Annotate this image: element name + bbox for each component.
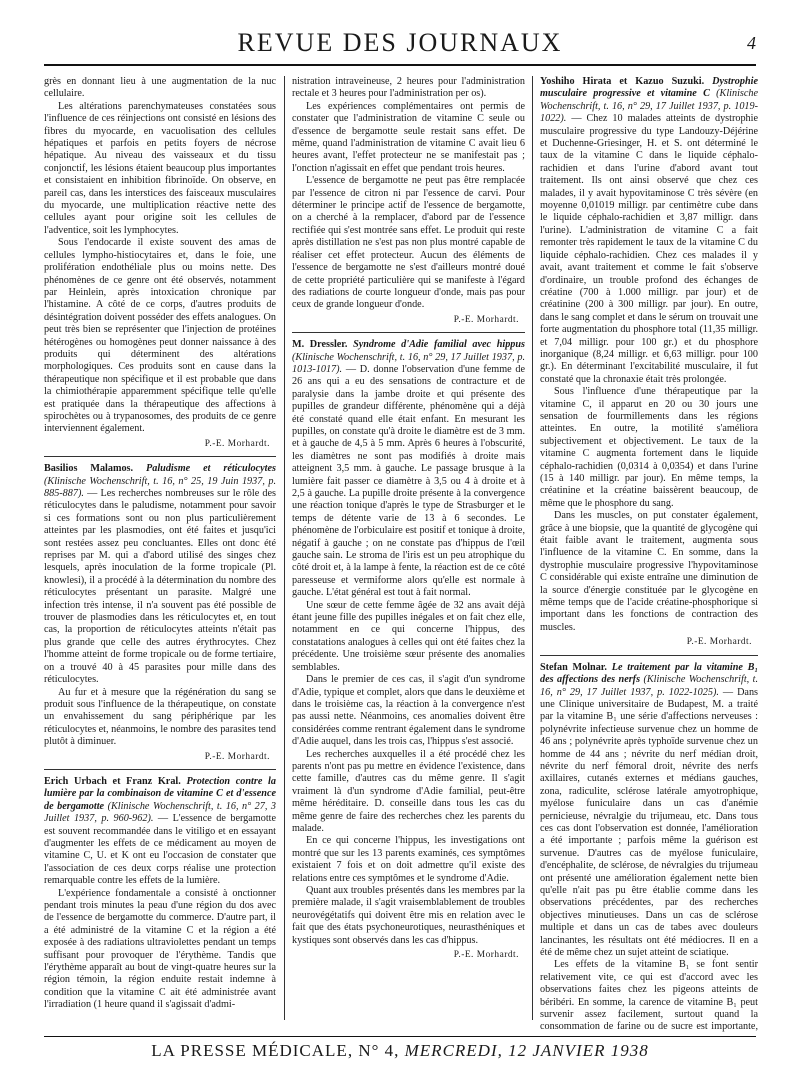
paragraph: En ce qui concerne l'hippus, les investigations ont montré que sur les 13 parents examinés, ces symptômes existaient 7 fois et on doit admettre qu'il existe des relations entre ces symptômes et le syndrome d'Adie. [292, 835, 525, 884]
footer-rule [44, 1036, 756, 1037]
column-middle [292, 76, 525, 1034]
article-title: Paludisme et réticulocytes [146, 463, 276, 475]
paragraph: Sous l'influence d'une thérapeutique par la vitamine C, il apparut en 20 ou 30 jours une sensation de fourmillements dans les régions atteintes. En outre, la motilité s'améliora subjectivement et objectivement. Le taux de la vitamine C augmenta fortement dans le liquide céphalo-rachidien (0,0314 à 0,0354) et dans l'urine (15 à 140 milligr. par jour). En même temps, la créatinine et la créatine baissèrent beaucoup, de même que le phosphore du sang. [540, 386, 758, 509]
article-separator [292, 332, 525, 333]
paragraph: Les altérations parenchymateuses constatées sous l'influence de ces réinjections ont consisté en lésions des fibres du myocarde, en vacuolisation des cellules hépatiques et parfois en petits foyers de nécrose hépatique. Au niveau des vaisseaux et du tissu conjonctif, les lésions étaient beaucoup plus importantes et consistaient en inhibition fibrinoïde. On observe, en pareil cas, dans les interstices des faisceaux musculaires du myocarde, une multiplication réactive nette des cellules ayant pour origine soit les cellules de l'adventice, soit les lymphocytes. [44, 100, 276, 236]
article-authors: M. Dressler. [292, 339, 348, 351]
paragraph: grès en donnant lieu à une augmentation de la nuc cellulaire. [44, 76, 276, 100]
page-footer [0, 1041, 800, 1061]
article-separator [44, 456, 276, 457]
signature: P.-E. Morhardt. [686, 637, 752, 648]
paragraph: Quant aux troubles présentés dans les membres par la première malade, il s'agit vraisemblablement de troubles neurovégétatifs qui doivent être mis en relation avec le fait que des états psychoneurotiques, neurasthéniques et kystiques sont observés dans les cas d'hippus. [292, 885, 525, 946]
article-reference: (Klinische Wochenschrift, t. 16, n° 29, 17 Juillet 1937, p. 1022-1025). [540, 674, 758, 698]
article-heading [44, 463, 276, 686]
paragraph: nistration intraveineuse, 2 heures pour l'administration rectale et 3 heures pour l'administration per os). [292, 76, 525, 100]
paragraph: Les expériences complémentaires ont permis de constater que l'administration de vitamine C seule ou d'essence de bergamotte seule restait sans effet. De même, quand l'administration de vitamine C avait lieu 6 heures avant, l'effet protecteur ne se manifestait pas ; l'onction n'agissait en effet que pendant trois heures. [292, 100, 525, 174]
article-heading [540, 662, 758, 960]
article-authors: Stefan Molnar. [540, 661, 607, 673]
paragraph: L'essence de bergamotte ne peut pas être remplacée par l'essence de citron ni par l'essence de carvi. Pour déterminer le principe actif de l'essence de bergamotte, on a cherché à la remplacer, d'abord par de l'essence rectifiée qui s'est montrée sans effet. Le produit qui reste après distillation ne s'est pas non plus montré capable de réaliser cet effet protecteur. Aucun des éléments de l'essence de bergamotte ne s'est d'ailleurs montré doué de cette propriété particulière qui se manifeste à l'égard des radiations de courte longueur d'onde, mais pas pour ceux de grande longueur d'onde. [292, 175, 525, 311]
column-divider [284, 76, 285, 1020]
signature: P.-E. Morhardt. [453, 950, 519, 961]
footer-journal: LA PRESSE MÉDICALE, N° 4, [151, 1041, 400, 1060]
article-reference: (Klinische Wochenschrift, t. 16, n° 25, 19 Juin 1937, p. 885-887). [44, 475, 276, 499]
column-left [44, 76, 276, 1034]
article-title: Le traitement par la vitamine B₁ des affections des nerfs [540, 661, 758, 686]
paragraph: Sous l'endocarde il existe souvent des amas de cellules lympho-histiocytaires et, dans le foie, une prolifération endothéliale plus ou moins nette. Des phénomènes de ce genre ont été observés, notamment par Heinlein, après intoxication chronique par l'histamine. A côté de ce corps, d'autres produits de désintégration doivent posséder des effets analogues. On peut très bien se représenter que l'injection de protéines hétérogènes ou homogènes peut donner naissance à des produits qui déterminent des altérations morphologiques. Ces produits sont en cause dans la thérapeutique non spécifique et il est probable que dans la chimiothérapie apparemment spécifique telle qu'elle est pratiquée dans la thérapeutique des affections à spirochètes ou à trypanosomes, des produits de ce genre interviennent également. [44, 237, 276, 435]
article-heading [44, 776, 276, 888]
article-separator [44, 769, 276, 770]
footer-date: MERCREDI, 12 JANVIER 1938 [404, 1041, 649, 1060]
paragraph: L'expérience fondamentale a consisté à onctionner pendant trois minutes la peau d'une région du dos avec de l'essence de bergamotte du commerce. D'autre part, il a été administré de la vitamine C et la région a été exposée à des radiations ultraviolettes pendant un temps suffisant pour provoquer de l'érythème. Tandis que l'érythème apparaît au bout de vingt-quatre heures sur la région témoin, la région enduite restait indemne à condition que la vitamine C ait été administrée avant l'irradiation (1 heure quand il s'agissait d'admi- [44, 887, 276, 1011]
page-title: REVUE DES JOURNAUX [237, 28, 563, 57]
article-heading [292, 339, 525, 600]
page-number: 4 [747, 33, 756, 53]
article-separator [540, 655, 758, 656]
article-title: Dystrophie musculaire progressive et vitamine C [540, 76, 758, 100]
paragraph: — Les recherches nombreuses sur le rôle des réticulocytes dans le paludisme, notamment pour savoir si ces formations sont ou non plus particulièrement atteintes par les plasmodies, ont été faites et jusqu'ici sont restées assez peu concluantes. Elles ont donc été reprises par M. qui a d'abord utilisé des singes chez lesquels, après inoculation de la forme tropicale (Pl. knowlesi), il a procédé à la détermination du nombre des réticulocytes présentant un parasite. Malgré une infection très intense, il n'a souvent pas été possible de trouver de plasmodies dans les réticulocytes et, en tout cas, la proportion de réticulocytes atteints n'était pas plus grande que celle des autres érythrocytes. Chez l'homme atteint de forme tropicale ou de forme tertiaire, on a trouvé 40 à 45 parasites pour mille dans des réticulocytes. [44, 488, 276, 686]
paragraph: — L'essence de bergamotte est souvent recommandée dans le vitiligo et en essayant d'augmenter les effets de ce médicament au moyen de vitamine C, U. et K ont eu l'occasion de constater que l'association de ces deux corps réalise une protection remarquable contre les effets de la lumière. [44, 813, 276, 887]
paragraph: Les recherches auxquelles il a été procédé chez les parents n'ont pas pu mettre en évidence l'existence, dans cette famille, d'autres cas du même genre. Il s'agit vraiment là d'un syndrome d'Adie familial, peut-être même héréditaire. D. conseille dans tous les cas du même genre de faire des recherches chez les parents du malade. [292, 748, 525, 834]
signature: P.-E. Morhardt. [204, 438, 270, 449]
paragraph: Au fur et à mesure que la régénération du sang se produit sous l'influence de la thérapeutique, on constate un envahissement du sang périphérique par les réticulocytes et, néanmoins, le nombre des parasites tend plutôt à diminuer. [44, 686, 276, 748]
article-authors: Basilios Malamos. [44, 463, 134, 475]
paragraph: Dans le premier de ces cas, il s'agit d'un syndrome d'Adie, typique et complet, alors que dans le deuxième et dans le troisième cas, la réaction à la convergence n'est pas aussi nette. Néanmoins, ces anomalies doivent être considérées comme rentrant également dans le syndrome d'Adie auquel, dans les trois cas, l'hippus s'est associé. [292, 674, 525, 748]
article-authors: Erich Urbach et Franz Kral. [44, 775, 181, 787]
article-reference: (Klinische Wochenschrift, t. 16, n° 29, 17 Juillet 1937, p. 1019-1022). [540, 88, 758, 125]
paragraph: Les effets de la vitamine B₁ se font sentir relativement vite, ce qui est d'accord avec les observations faites chez les pigeons atteints de béribéri. En somme, la carence de vitamine B₁ peut survenir assez facilement, surtout quand la consommation de farine ou de sucre est importante, [540, 959, 758, 1033]
paragraph: — Dans une Clinique universitaire de Budapest, M. a traité par la vitamine B₁ une série d'affections nerveuses : polynévrite infectieuse survenue chez un homme de 46 ans ; polynévrite après typhoïde survenue chez un homme de 44 ans ; névrite du nerf médian droit, névrite du nerf fémoral droit, névrite des nerfs axillaires, cutanés externes et médians gauches, zona, radiculite, sclérose latérale amyotrophique, myélose funiculaire dans un cas d'anémie pernicieuse, névralgie du trijumeau, etc. Dans tous ces cas dont l'observation est donnée, l'amélioration a été importante ; parfois même la guérison est survenue. D'autres cas de myélose funiculaire, d'encéphalite, de sclérose, de névralgies du trijumeau ont présenté une amélioration également nette bien qu'elle n'ait pas pu être établie comme dans les observations précédentes, par des recherches objectives minutieuses. Dans un cas de sclérose multiple et dans un cas de tabes avec douleurs lancinantes, les résultats ont été médiocres. Il en a été de même chez un sujet atteint de sciatique. [540, 686, 758, 959]
article-authors: Yoshiho Hirata et Kazuo Suzuki. [540, 76, 705, 87]
column-right [540, 76, 758, 1034]
article-title: Syndrome d'Adie familial avec hippus [353, 339, 525, 351]
paragraph: Une sœur de cette femme âgée de 32 ans avait déjà étant jeune fille des pupilles inégales et on fait chez elle, notamment en ce qui concerne l'hippus, des constatations analogues à celles qui ont été faites chez la précédente. Une troisième sœur présente des anomalies semblables. [292, 599, 525, 673]
signature: P.-E. Morhardt. [204, 751, 270, 762]
paragraph: Dans les muscles, on put constater également, grâce à une biopsie, que la quantité de glycogène qui était faible avant le traitement, augmenta sous l'influence de la vitamine C. En somme, dans la dystrophie musculaire progressive l'hypovitaminose C considérable qui existe entraîne une diminution de la source d'énergie constituée par le glycogène en même temps que de l'acide créatine-phosphorique si important dans les fonctions de contraction des muscles. [540, 510, 758, 633]
header-rule [44, 64, 756, 66]
paragraph: — Chez 10 malades atteints de dystrophie musculaire progressive du type Landouzy-Déjérine et Duchenne-Griesinger, H. et S. ont déterminé le taux de la vitamine C dans le liquide céphalo-rachidien et dans l'urine d'abord avant tout traitement. Ils ont ainsi observé que chez ces malades, il y avait hypovitaminose C très sévère (en moyenne 0,01019 milligr. par centimètre cube dans le liquide céphalo-rachidien et 3,87 milligr. dans l'urine). L'administration de vitamine C a fait remonter très rapidement le taux de la vitamine C du liquide céphalo-rachidien. Chez ces malades il y avait, avant traitement et comme le fait s'observe d'ordinaire, un trouble profond des échanges de créatine (700 à 1.000 milligr. par jour) et de créatinine (200 à 300 milligr. par jour). En outre, dans le sang complet et dans le sérum on trouvait une forte augmentation du phosphore total (11,35 milligr. et 7,04 milligr. pour 100 gr.) et du phosphore inorganique (8,24 milligr. et 6,63 milligr. pour 100 gr.). En déterminant l'excitabilité musculaire, il fut constaté que la chronaxie était très prolongée. [540, 113, 758, 385]
article-reference: (Klinische Wochenschrift, t. 16, n° 29, 17 Juillet 1937, p. 1013-1017). [292, 351, 525, 375]
article-heading [540, 76, 758, 386]
paragraph: — D. donne l'observation d'une femme de 26 ans qui a eu des sensations de contracture et de paralysie dans la jambe droite et qui présente des pupilles de grandeur différente, phénomène qui a déjà été constaté quand elle était enfant. En mesurant les pupilles, on constate qu'à droite le diamètre est de 3 mm. et à gauche de 4,5 à 5 mm. Après 6 heures à l'obscurité, les diamètres ne sont pas modifiés à droite mais atteignent 3,5 mm. à gauche. Le passage brusque à la lumière fait passer ce diamètre à 3,5 ou 4 à droite et à 2,5 à gauche. La pupille droite présente à la convergence une réaction tonique d'après le type de Strasburger et le temps de détente varie de 13 à 6 secondes. Le phénomène de l'orbiculaire est positif et tonique à droite, négatif à gauche ; on ne constate pas d'hippus de l'œil gauche sain. Le stroma de l'iris est un peu atrophique du côté droit et, à la lampe à fente, la réaction est de ce côté paresseuse et vermiforme alors qu'elle est normale à gauche. L'état général est tout à fait normal. [292, 363, 525, 599]
article-reference: (Klinische Wochenschrift, t. 16, n° 27, 3 Juillet 1937, p. 960-962). [44, 800, 276, 825]
article-title: Protection contre la lumière par la combinaison de vitamine C et d'essence de bergamotte [44, 775, 276, 812]
signature: P.-E. Morhardt. [453, 314, 519, 325]
column-divider [532, 76, 533, 1020]
